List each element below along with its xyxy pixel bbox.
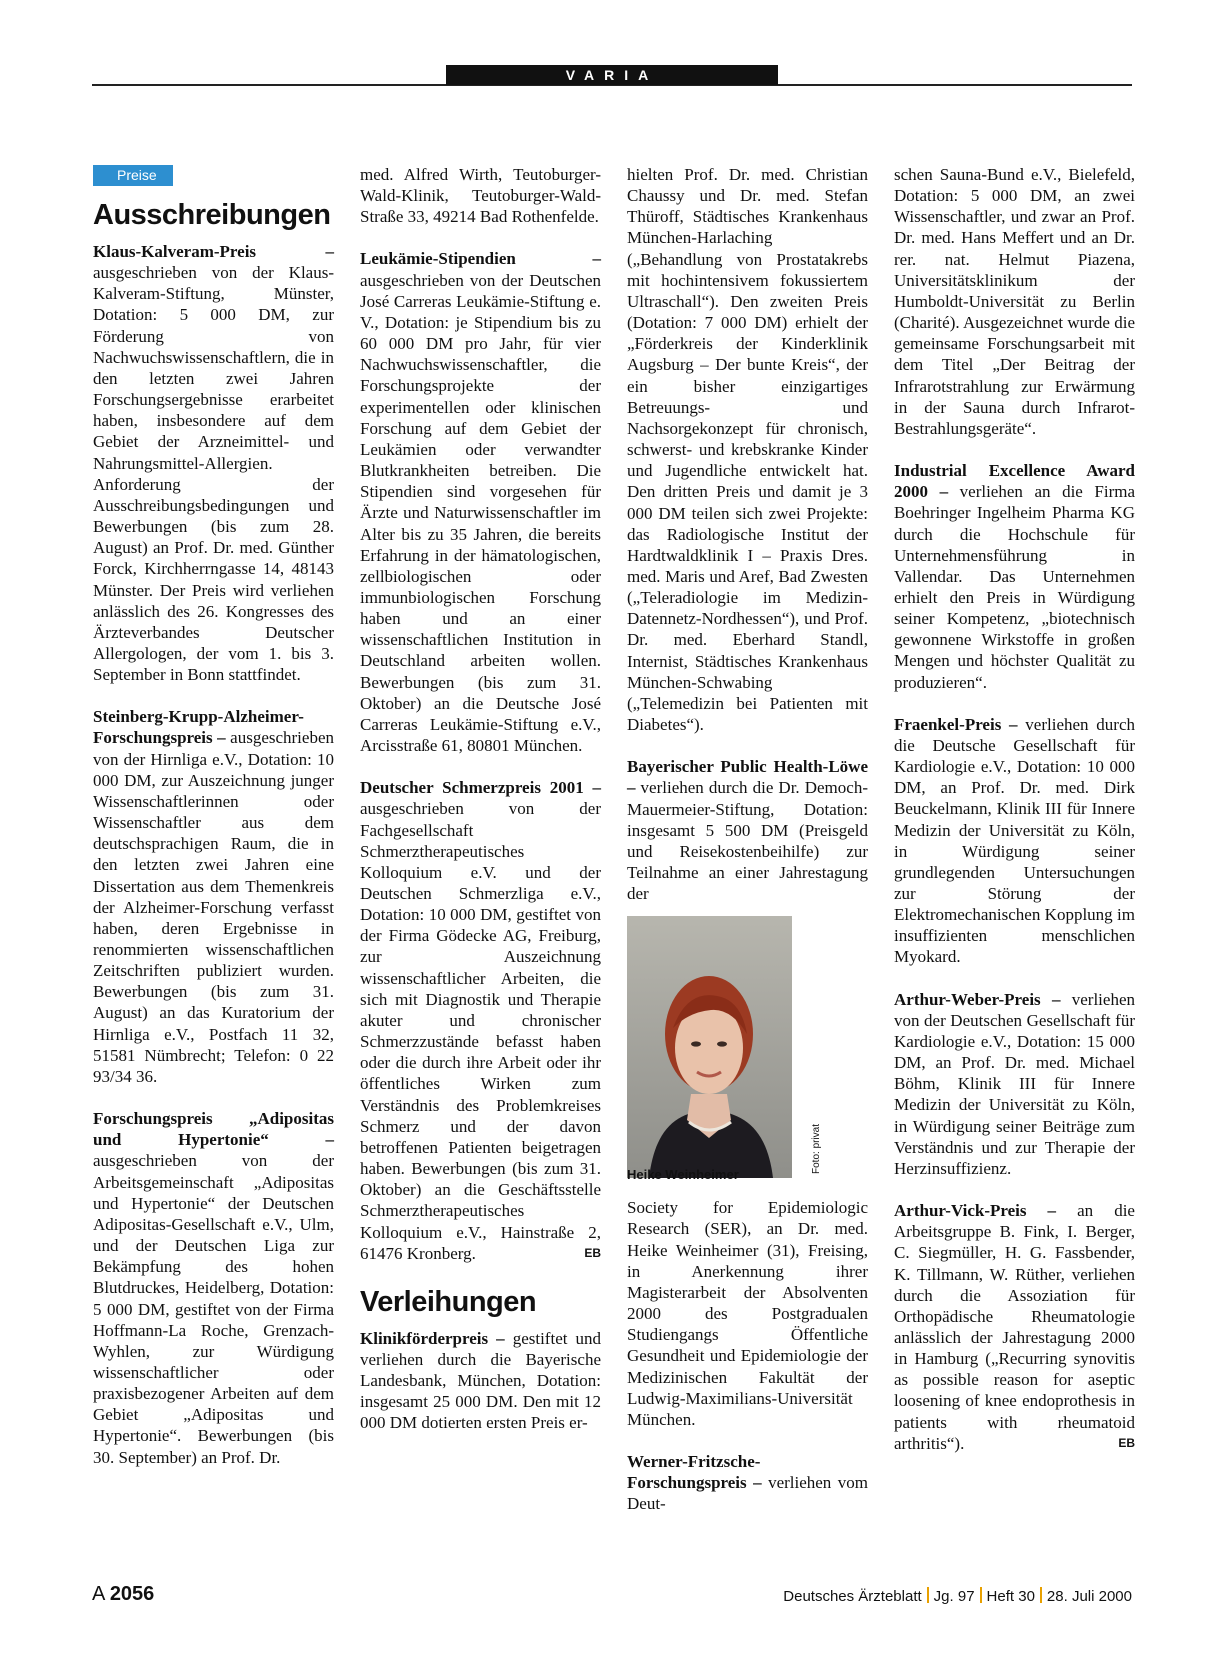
paragraph-text: ausgeschrieben von der Hirnliga e.V., Dotation: 10 000 DM, zur Auszeichnung junger Wissenschaftlerinnen oder Wissenschaftler aus dem deutschsprachigen Raum, die in den letzten zwei Jahren eine Dissertation aus dem Themenkreis der Alzheimer-Forschung verfasst haben, deren Ergebnisse in renommierten wissenschaftlichen Zeitschriften publiziert wurden. Bewerbungen (bis zum 31. August) an das Kuratorium der Hirnliga e.V., Postfach 11 32, 51581 Nümbrecht; Telefon: 0 22 93/34 36. — [93, 728, 334, 1086]
paragraph-lead: Werner-Fritzsche-Forschungspreis – — [627, 1452, 762, 1493]
column-2 — [360, 164, 601, 1434]
journal-volume: Jg. 97 — [933, 1588, 975, 1605]
article-paragraph — [627, 1451, 868, 1514]
article-paragraph — [360, 248, 601, 756]
article-paragraph — [894, 164, 1135, 439]
portrait-figure — [627, 916, 868, 1183]
section-banner: VARIA — [446, 65, 778, 85]
author-mark: EB — [1118, 1435, 1135, 1450]
paragraph-text: hielten Prof. Dr. med. Christian Chaussy und Dr. med. Stefan Thüroff, Städtisches Krankenhaus München-Harlaching („Behandlung von Prostatakrebs mit hochintensivem fokussiertem Ultraschall“). Den zweiten Preis (Dotation: 7 000 DM) erhielt der „Förderkreis der Kinderklinik Augsburg – Der bunte Kreis“, der ein bisher einzigartiges Betreuungs- und Nachsorgekonzept für chronisch, schwerst- und krebskranke Kinder und Jugendliche entwickelt hat. Den dritten Preis und damit je 3 000 DM teilen sich zwei Projekte: das Radiologische Institut der Hardtwaldklinik I – Praxis Dres. med. Maris und Aref, Bad Zwesten („Teleradiologie im Medizin-Datennetz-Nordhessen“), und Prof. Dr. med. Eberhard Standl, Internist, Städtisches Krankenhaus München-Schwabing („Telemedizin bei Patienten mit Diabetes“). — [627, 165, 868, 735]
paragraph-lead: Forschungspreis „Adipositas und Hypertonie“ – — [93, 1109, 334, 1150]
journal-date: 28. Juli 2000 — [1046, 1588, 1132, 1605]
paragraph-lead: Fraenkel-Preis – — [894, 714, 1018, 734]
paragraph-text: ausgeschrieben von der Arbeitsgemeinschaft „Adipositas und Hypertonie“ der Deutschen Adipositas-Gesellschaft e.V., Ulm, und der Deutschen Liga zur Bekämpfung des hohen Blutdruckes, Heidelberg, Dotation: 5 000 DM, gestiftet von der Firma Hoffmann-La Roche, Grenzach-Wyhlen, zur Würdigung wissenschaftlicher oder praxisbezogener Arbeiten auf dem Gebiet „Adipositas und Hypertonie“. Bewerbungen (bis 30. September) an Prof. Dr. — [93, 1151, 334, 1467]
portrait-photo — [627, 916, 792, 1178]
article-paragraph — [894, 460, 1135, 693]
paragraph-text: verliehen von der Deutschen Gesellschaft für Kardiologie e.V., Dotation: 15 000 DM, an Prof. Dr. med. Michael Böhm, Klinik III für Innere Medizin der Universität zu Köln, in Würdigung seiner Beiträge zum Verständnis und zur Therapie der Herzinsuffizienz. — [894, 989, 1135, 1178]
paragraph-text: schen Sauna-Bund e.V., Bielefeld, Dotation: 5 000 DM, an zwei Wissenschaftler, und zwar an Prof. Dr. med. Hans Meffert und an Dr. rer. nat. Helmut Piazena, Universitätsklinikum der Humboldt-Universität zu Berlin (Charité). Ausgezeichnet wurde die gemeinsame Forschungsarbeit mit dem Titel „Der Beitrag der Infrarotstrahlung zur Erwärmung in der Sauna durch Infrarot-Bestrahlungsgeräte“. — [894, 165, 1135, 438]
paragraph-text: med. Alfred Wirth, Teutoburger-Wald-Klinik, Teutoburger-Wald-Straße 33, 49214 Bad Rothenfelde. — [360, 165, 601, 227]
paragraph-lead: Bayerischer Public Health-Löwe – — [627, 757, 868, 798]
journal-name: Deutsches Ärzteblatt — [783, 1588, 922, 1605]
page-prefix: A — [92, 1583, 105, 1605]
article-paragraph — [93, 1108, 334, 1468]
paragraph-lead: Leukämie-Stipendien – — [360, 249, 601, 269]
footer-separator — [1040, 1587, 1042, 1603]
author-mark: EB — [584, 1245, 601, 1260]
paragraph-text: verliehen an die Firma Boehringer Ingelheim Pharma KG durch die Hochschule für Unternehmensführung in Vallendar. Das Unternehmen erhielt den Preis in Würdigung seiner Kompetenz, „biotechnisch gewonnene Wirkstoffe in großen Mengen und höchster Qualität zu produzieren“. — [894, 482, 1136, 692]
paragraph-text: ausgeschrieben von der Klaus-Kalveram-Stiftung, Münster, Dotation: 5 000 DM, zur Förderung von Nachwuchswissenschaftlern, die in den letzten zwei Jahren Forschungsergebnisse erarbeitet haben, insbesondere auf dem Gebiet der Arzneimittel- und Nahrungsmittel-Allergien. Anforderung der Ausschreibungsbedingungen und Bewerbungen (bis zum 28. August) an Prof. Dr. med. Günther Forck, Kirchherrngasse 14, 48143 Münster. Der Preis wird verliehen anlässlich des 26. Kongresses des Ärzteverbandes Deutscher Allergologen, der vom 1. bis 3. September in Bonn stattfindet. — [93, 263, 334, 685]
page-number — [92, 1583, 154, 1606]
column-1 — [93, 164, 334, 1468]
paragraph-lead: Steinberg-Krupp-Alzheimer-Forschungspreis – — [93, 707, 304, 748]
footer-separator — [980, 1587, 982, 1603]
article-paragraph — [894, 714, 1135, 968]
journal-info — [783, 1587, 1132, 1605]
photo-credit: Foto: privat — [811, 1124, 822, 1175]
category-tag: Preise — [93, 165, 173, 186]
heading-verleihungen: Verleihungen — [360, 1285, 537, 1318]
article-paragraph — [894, 989, 1135, 1179]
article-paragraph — [627, 164, 868, 735]
article-paragraph — [360, 164, 601, 227]
paragraph-lead: Klaus-Kalveram-Preis – — [93, 242, 334, 261]
paragraph-text: ausgeschrieben von der Deutschen José Carreras Leukämie-Stiftung e. V., Dotation: je Stipendium bis zu 60 000 DM pro Jahr, für vier Nachwuchswissenschaftler, die Forschungsprojekte der experimentellen oder klinischen Forschung auf dem Gebiet der Leukämien oder verwandter Blutkrankheiten betreiben. Die Stipendien sind vorgesehen für Ärzte und Naturwissenschaftler im Alter bis zu 35 Jahren, die bereits Erfahrung in der hämatologischen, zellbiologischen oder immunbiologischen Forschung haben und an einer wissenschaftlichen Institution in Deutschland arbeiten wollen. Bewerbungen (bis zum 31. Oktober) an die Deutsche José Carreras Leukämie-Stiftung e.V., Arcisstraße 61, 80801 München. — [360, 270, 601, 756]
paragraph-lead: Industrial Excellence Award 2000 – — [894, 461, 1135, 502]
article-paragraph — [93, 706, 334, 1087]
paragraph-text: verliehen durch die Deutsche Gesellschaft für Kardiologie e.V., Dotation: 10 000 DM, an Prof. Dr. med. Dirk Beuckelmann, Klinik III für Innere Medizin der Universität zu Köln, in Würdigung seiner grundlegenden Untersuchungen zur Störung der Elektromechanischen Kopplung im insuffizienten menschlichen Myokard. — [894, 714, 1135, 967]
paragraph-text: Society for Epidemiologic Research (SER), an Dr. med. Heike Weinheimer (31), Freising, in Anerkennung ihrer Magisterarbeit der Absolventen 2000 des Postgradualen Studiengangs Öffentliche Gesundheit und Epidemiologie der Medizinischen Fakultät der Ludwig-Maximilians-Universität München. — [627, 1198, 868, 1429]
paragraph-lead: Arthur-Weber-Preis – — [894, 989, 1061, 1009]
paragraph-text: an die Arbeitsgruppe B. Fink, I. Berger, C. Siegmüller, H. G. Fassbender, K. Tillmann, W. Rüther, verliehen durch die Assoziation für Orthopädische Rheumatologie anlässlich der Jahrestagung 2000 in Hamburg („Recurring synovitis as possible reason for aseptic loosening of knee endoprothesis in patients with rheumatoid arthritis“). — [894, 1201, 1135, 1453]
page-number-value: 2056 — [109, 1583, 155, 1605]
heading-ausschreibungen: Ausschreibungen — [93, 199, 331, 231]
paragraph-lead: Klinikförderpreis – — [360, 1328, 505, 1348]
paragraph-text: ausgeschrieben von der Fachgesellschaft Schmerztherapeutisches Kolloquium e.V. und der Deutschen Schmerzliga e.V., Dotation: 10 000 DM, gestiftet von der Firma Gödecke AG, Freiburg, zur Auszeichnung wissenschaftlicher Arbeiten, die sich mit Diagnostik und Therapie akuter und chronischer Schmerzzustände befasst haben oder die durch ihre Arbeit oder ihr öffentliches Wirken zum Verständnis des Problemkreises Schmerz und der davon betroffenen Patienten beigetragen haben. Bewerbungen (bis zum 31. Oktober) an die Geschäftsstelle Schmerztherapeutisches Kolloquium e.V., Hainstraße 2, 61476 Kronberg. — [360, 799, 601, 1263]
article-paragraph — [93, 241, 334, 685]
footer-separator — [927, 1587, 929, 1603]
article-paragraph — [627, 1197, 868, 1430]
article-paragraph — [627, 756, 868, 904]
journal-issue: Heft 30 — [986, 1588, 1035, 1605]
article-paragraph — [360, 1328, 601, 1434]
article-paragraph — [894, 1200, 1135, 1454]
paragraph-text: verliehen durch die Dr. Democh-Mauermeier-Stiftung, Dotation: insgesamt 5 500 DM (Preisgeld und Reisekostenbeihilfe) zur Teilnahme an einer Jahrestagung der — [627, 778, 868, 904]
column-4 — [894, 164, 1135, 1454]
column-3 — [627, 164, 868, 1515]
paragraph-text: verliehen vom Deut- — [627, 1473, 868, 1514]
paragraph-lead: Arthur-Vick-Preis – — [894, 1201, 1057, 1221]
photo-caption: Heike Weinheimer — [627, 1167, 739, 1183]
paragraph-text: gestiftet und verliehen durch die Bayerische Landesbank, München, Dotation: insgesamt 25 000 DM. Den mit 12 000 DM dotierten ersten Preis er- — [360, 1328, 601, 1433]
article-paragraph — [360, 777, 601, 1264]
paragraph-lead: Deutscher Schmerzpreis 2001 – — [360, 778, 601, 798]
